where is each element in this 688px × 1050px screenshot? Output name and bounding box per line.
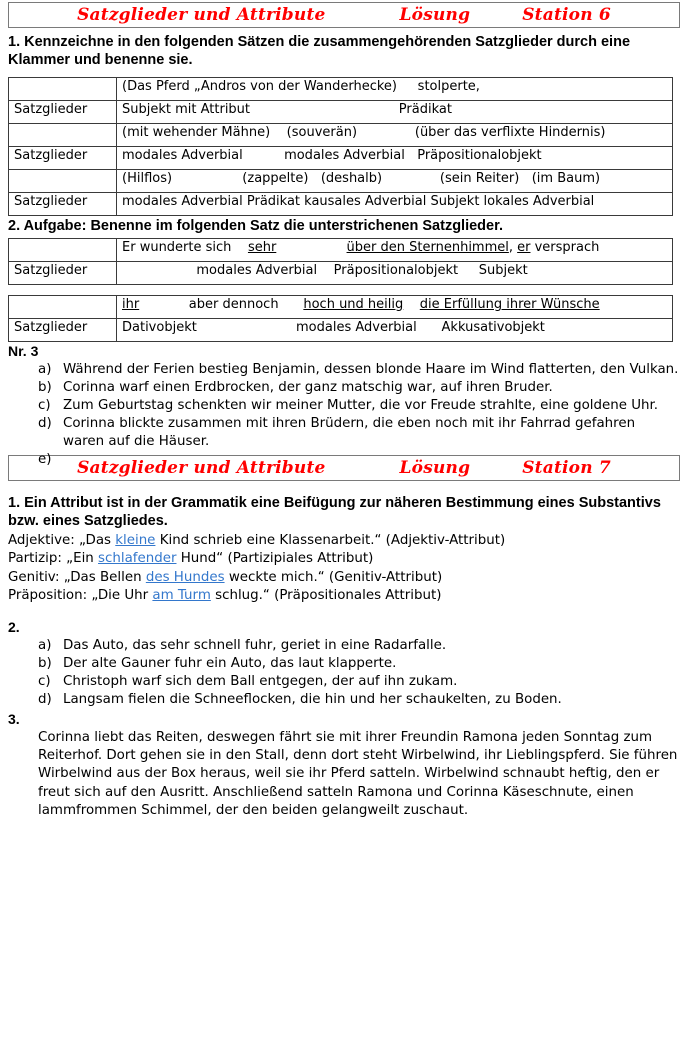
- station-6-banner: [8, 2, 680, 28]
- sentence-gap: [139, 297, 189, 312]
- row-label: Satzglieder: [9, 193, 117, 216]
- underlined-satzglied: über den Sternenhimmel: [346, 240, 509, 256]
- underlined-satzglied: hoch und heilig: [303, 297, 404, 313]
- table-row: [9, 319, 673, 342]
- list-marker: c): [38, 673, 51, 689]
- table-row: [9, 239, 673, 262]
- row-label: [9, 239, 117, 262]
- row-content: (Hilflos) (zappelte) (deshalb) (sein Reiter) (im Baum): [117, 170, 673, 193]
- underlined-satzglied: ihr: [122, 297, 140, 313]
- sentence-gap: [403, 297, 420, 312]
- example-kind: Partizip:: [8, 551, 67, 567]
- list-item: [38, 673, 680, 691]
- attribute-highlight: schlafender: [98, 551, 177, 567]
- station-6-task-1-heading: 1. Kennzeichne in den folgenden Sätzen die zusammengehörenden Satzglieder durch eine Klammer und benenne sie.: [8, 34, 631, 68]
- sentence-part: versprach: [530, 240, 600, 256]
- attribute-highlight: des Hundes: [145, 569, 225, 585]
- list-text: Christoph warf sich dem Ball entgegen, der auf ihn zukam.: [63, 673, 458, 689]
- list-item: [38, 415, 680, 451]
- row-label: Satzglieder: [9, 101, 117, 124]
- station-7-task-3-heading: 3.: [8, 710, 20, 727]
- list-text: Zum Geburtstag schenkten wir meiner Mutter, die vor Freude strahlte, eine goldene Uhr.: [63, 397, 659, 413]
- station-7-task-3-paragraph: Corinna liebt das Reiten, deswegen fährt sie mit ihrer Freundin Ramona jeden Sonntag zum Reiterhof. Dort gehen sie in den Stall, denn dort steht Wirbelwind, ihr Lieblingspferd. Sie führen Wirbelwind aus der Box heraus, weil sie ihr Pferd satteln. Wirbelwind schnaubt heftig, den er freut sich auf den Ausritt. Anschließend satteln Ramona und Corinna Käseschnute, einen lammfrommen Schimmel, der den beiden gelangweilt zuschaut.: [38, 729, 678, 818]
- sentence-part: aber dennoch: [188, 297, 304, 313]
- row-content: modales Adverbial modales Adverbial Präpositionalobjekt: [117, 147, 673, 170]
- list-text: Corinna blickte zusammen mit ihren Brüdern, die eben noch mit ihr Fahrrad gefahren waren auf die Häuser.: [63, 415, 636, 449]
- station-7-task-2-heading: 2.: [8, 619, 20, 636]
- table-row: [9, 296, 673, 319]
- sentence-gap: [276, 240, 346, 255]
- list-item: [38, 655, 680, 673]
- sentence-part: ,: [508, 240, 518, 256]
- nr-3-list: [8, 361, 680, 467]
- list-marker: b): [38, 656, 52, 672]
- nr-3-heading: Nr. 3: [8, 343, 39, 360]
- list-marker: e): [38, 451, 52, 467]
- example-post: Kind schrieb eine Klassenarbeit.“ (Adjektiv-Attribut): [155, 533, 506, 549]
- table-row: [9, 101, 673, 124]
- table-row: [9, 147, 673, 170]
- station-7-banner: [8, 455, 680, 481]
- example-post: Hund“ (Partizipiales Attribut): [176, 551, 374, 567]
- row-answers: Dativobjekt modales Adverbial Akkusativobjekt: [117, 319, 673, 342]
- list-text: Der alte Gauner fuhr ein Auto, das laut klapperte.: [63, 656, 397, 672]
- row-label: [9, 78, 117, 101]
- worksheet-page: [0, 2, 688, 1050]
- sentence-part: Er wunderte sich: [122, 240, 248, 256]
- list-item: [38, 379, 680, 397]
- row-sentence: [117, 239, 673, 262]
- banner-station-label-6: Station 6: [522, 5, 611, 25]
- example-kind: Adjektive:: [8, 533, 80, 549]
- underlined-satzglied: er: [517, 240, 531, 256]
- banner-solution-station-6: Lösung: [399, 5, 471, 25]
- list-marker: a): [38, 638, 52, 654]
- satzglieder-table-1: [8, 77, 673, 216]
- list-text: Langsam fielen die Schneeflocken, die hin und her schaukelten, zu Boden.: [63, 691, 562, 707]
- attribute-example-genitiv: [8, 569, 680, 587]
- banner-title-station-6: Satzglieder und Attribute: [77, 5, 326, 25]
- list-marker: d): [38, 415, 52, 431]
- attribute-example-adjektiv: [8, 532, 680, 550]
- underlined-satzglied: die Erfüllung ihrer Wünsche: [419, 297, 600, 313]
- station-7-task-1-heading: 1. Ein Attribut ist in der Grammatik eine Beifügung zur näheren Bestimmung eines Substantivs bzw. eines Satzgliedes.: [8, 494, 661, 529]
- list-text: Corinna warf einen Erdbrocken, der ganz matschig war, auf ihren Bruder.: [63, 380, 553, 396]
- row-label: Satzglieder: [9, 319, 117, 342]
- table-row: [9, 262, 673, 285]
- example-pre: „Das: [79, 533, 116, 549]
- station-7-task-2-list: [8, 637, 680, 709]
- row-label: [9, 296, 117, 319]
- table-row: [9, 78, 673, 101]
- list-text: Das Auto, das sehr schnell fuhr, geriet in eine Radarfalle.: [63, 638, 447, 654]
- station-6-task-2-heading: 2. Aufgabe: Benenne im folgenden Satz die unterstrichenen Satzglieder.: [8, 218, 503, 235]
- banner-station-label-7: Station 7: [522, 457, 611, 478]
- example-post: weckte mich.“ (Genitiv-Attribut): [224, 569, 443, 585]
- satzglieder-table-2: [8, 238, 673, 285]
- row-label: [9, 124, 117, 147]
- row-content: (mit wehender Mähne) (souverän) (über das verflixte Hindernis): [117, 124, 673, 147]
- list-marker: c): [38, 397, 51, 413]
- list-marker: d): [38, 691, 52, 707]
- example-pre: „Die Uhr: [91, 587, 153, 603]
- example-pre: „Das Bellen: [63, 569, 146, 585]
- attribute-highlight: kleine: [115, 533, 156, 549]
- row-label: Satzglieder: [9, 262, 117, 285]
- row-content: (Das Pferd „Andros von der Wanderhecke) stolperte,: [117, 78, 673, 101]
- list-text: Während der Ferien bestieg Benjamin, dessen blonde Haare im Wind flatterten, den Vulkan.: [63, 362, 679, 378]
- row-label: Satzglieder: [9, 147, 117, 170]
- table-row: [9, 124, 673, 147]
- example-pre: „Ein: [66, 551, 99, 567]
- row-label: [9, 170, 117, 193]
- attribute-example-partizip: [8, 550, 680, 568]
- row-content: modales Adverbial Prädikat kausales Adverbial Subjekt lokales Adverbial: [117, 193, 673, 216]
- attribute-highlight: am Turm: [152, 587, 211, 603]
- table-row: [9, 170, 673, 193]
- list-marker: a): [38, 362, 52, 378]
- satzglieder-table-3: [8, 295, 673, 342]
- banner-solution-station-7: Lösung: [399, 457, 471, 478]
- table-row: [9, 193, 673, 216]
- list-item: [38, 397, 680, 415]
- banner-title-station-7: Satzglieder und Attribute: [77, 457, 326, 478]
- row-sentence: [117, 296, 673, 319]
- example-post: schlug.“ (Präpositionales Attribut): [210, 587, 442, 603]
- example-kind: Präposition:: [8, 587, 92, 603]
- list-item: [38, 691, 680, 709]
- list-marker: b): [38, 380, 52, 396]
- example-kind: Genitiv:: [8, 569, 64, 585]
- list-item: [38, 361, 680, 379]
- attribute-example-praeposition: [8, 587, 680, 605]
- list-item: [38, 637, 680, 655]
- underlined-satzglied: sehr: [247, 240, 277, 256]
- row-content: Subjekt mit Attribut Prädikat: [117, 101, 673, 124]
- row-answers: modales Adverbial Präpositionalobjekt Subjekt: [117, 262, 673, 285]
